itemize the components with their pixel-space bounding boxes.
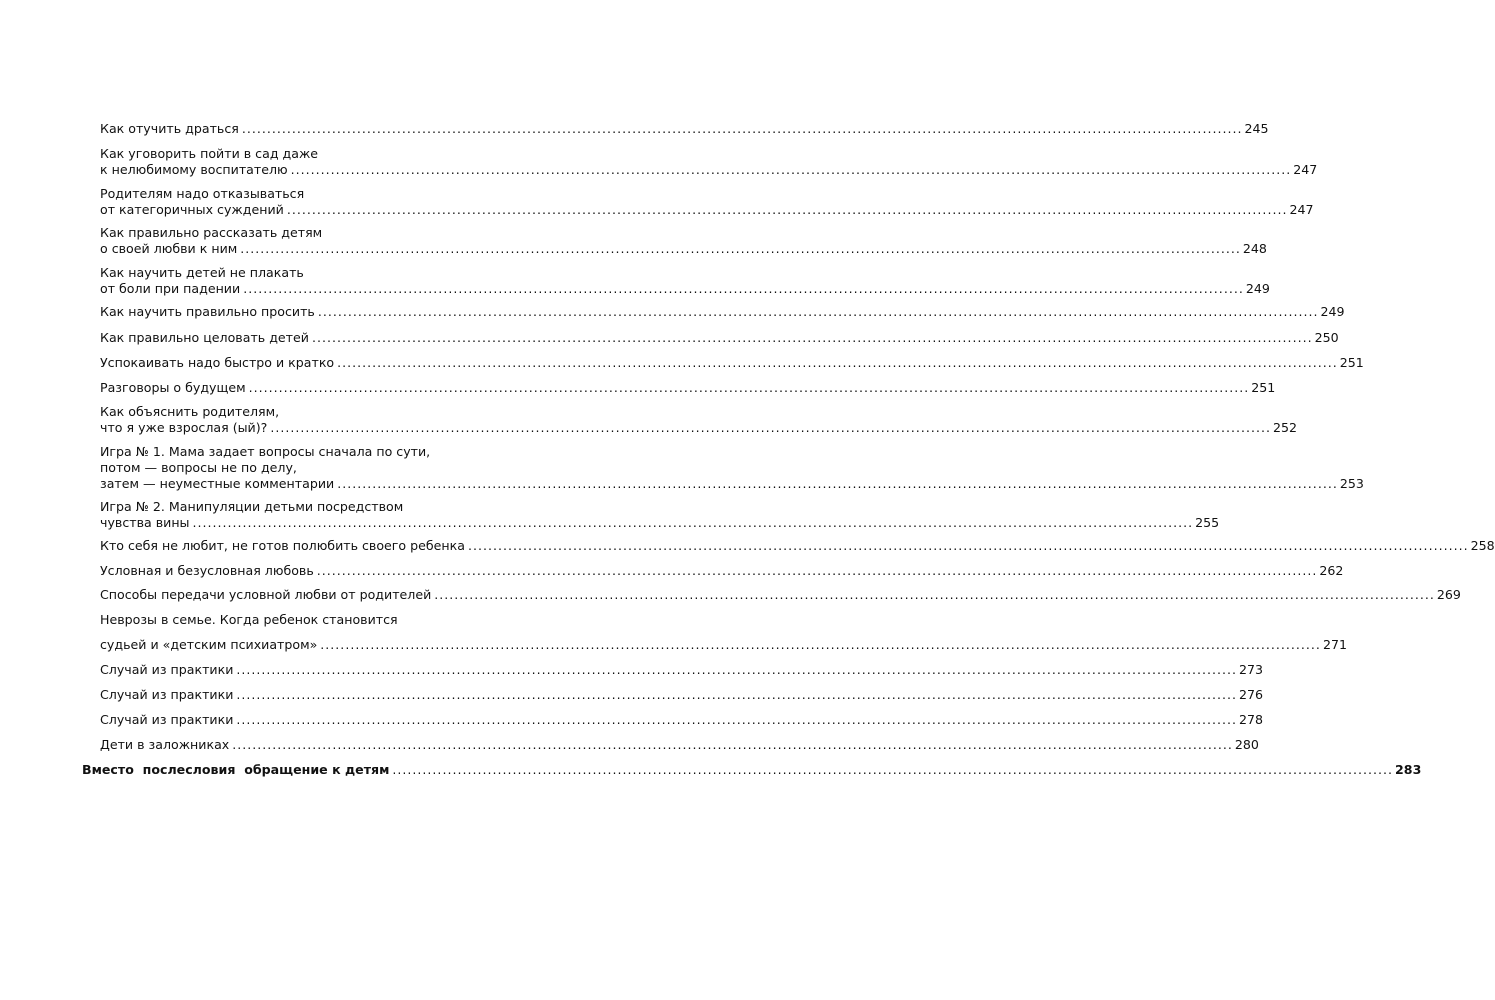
dot-leader: ........................................................................................................................................................................................................ xyxy=(236,662,1238,677)
toc-entry-title-line: Как правильно рассказать детям xyxy=(100,225,323,240)
toc-entry-title-line: от боли при падении xyxy=(100,281,241,296)
toc-entry xyxy=(100,737,1259,753)
toc-page-number: 248 xyxy=(1242,241,1267,256)
toc-entry-title-line: о своей любви к ним xyxy=(100,241,238,256)
toc-page-number: 262 xyxy=(1319,563,1344,578)
toc-entry-title: Условная и безусловная любовь xyxy=(100,563,314,578)
dot-leader: ........................................................................................................................................................................................................ xyxy=(236,687,1238,702)
toc-entry-title-line: Игра № 2. Манипуляции детьми посредством xyxy=(100,499,404,514)
toc-page-number: 245 xyxy=(1244,121,1269,136)
toc-entry xyxy=(100,662,1264,678)
toc-page-number: 253 xyxy=(1339,476,1364,491)
toc-page-number: 247 xyxy=(1289,202,1314,217)
toc-entry xyxy=(100,186,1314,218)
toc-entry-title-line: Как научить детей не плакать xyxy=(100,265,304,280)
toc-entry-title: Случай из практики xyxy=(100,712,234,727)
dot-leader: ........................................................................................................................................................................................................ xyxy=(316,563,1318,578)
toc-entry-title: судьей и «детским психиатром» xyxy=(100,637,318,652)
toc-entry xyxy=(100,444,1364,492)
toc-entry-title: Случай из практики xyxy=(100,687,234,702)
dot-leader: ........................................................................................................................................................................................................ xyxy=(243,281,1244,296)
toc-page-number: 276 xyxy=(1239,687,1264,702)
toc-page-number: 251 xyxy=(1251,380,1276,395)
toc-entry xyxy=(100,355,1364,371)
toc-entry xyxy=(100,225,1267,257)
toc-page-number: 278 xyxy=(1239,712,1264,727)
toc-entry-title-line: к нелюбимому воспитателю xyxy=(100,162,288,177)
toc-entry xyxy=(100,563,1344,579)
toc-entry-title: Кто себя не любит, не готов полюбить своего ребенка xyxy=(100,538,465,553)
toc-entry-top-level xyxy=(82,762,1422,778)
dot-leader: ........................................................................................................................................................................................................ xyxy=(311,330,1313,345)
toc-entry-title: Неврозы в семье. Когда ребенок становится xyxy=(100,612,398,627)
toc-entry-title: Успокаивать надо быстро и кратко xyxy=(100,355,335,370)
toc-entry xyxy=(100,712,1264,728)
toc-page-number: 249 xyxy=(1245,281,1270,296)
dot-leader: ........................................................................................................................................................................................................ xyxy=(337,355,1338,370)
toc-entry-title-line: что я уже взрослая (ый)? xyxy=(100,420,268,435)
toc-page-number: 258 xyxy=(1470,538,1495,553)
dot-leader: ........................................................................................................................................................................................................ xyxy=(232,737,1233,752)
dot-leader: ........................................................................................................................................................................................................ xyxy=(434,587,1435,602)
toc-page-number: 273 xyxy=(1239,662,1264,677)
toc-entry-title-line: потом — вопросы не по делу, xyxy=(100,460,297,475)
dot-leader: ........................................................................................................................................................................................................ xyxy=(392,762,1394,777)
dot-leader: ........................................................................................................................................................................................................ xyxy=(241,121,1243,136)
toc-entry xyxy=(100,687,1264,703)
dot-leader: ........................................................................................................................................................................................................ xyxy=(467,538,1469,553)
toc-page-number: 250 xyxy=(1314,330,1339,345)
toc-entry xyxy=(100,330,1339,346)
toc-entry xyxy=(100,637,1347,653)
toc-entry xyxy=(100,146,1318,178)
toc-page-number: 252 xyxy=(1272,420,1298,435)
toc-entry-title: Как научить правильно просить xyxy=(100,304,315,319)
toc-entry xyxy=(100,499,1220,531)
dot-leader: ........................................................................................................................................................................................................ xyxy=(248,380,1250,395)
toc-entry-title: Вместо послесловия обращение к детям xyxy=(82,762,390,777)
toc-entry-title: Как правильно целовать детей xyxy=(100,330,309,345)
dot-leader: ........................................................................................................................................................................................................ xyxy=(240,241,1241,256)
dot-leader: ........................................................................................................................................................................................................ xyxy=(290,162,1292,177)
toc-entry xyxy=(100,404,1298,436)
dot-leader: ........................................................................................................................................................................................................ xyxy=(270,420,1271,435)
toc-entry-title: Случай из практики xyxy=(100,662,234,677)
dot-leader: ........................................................................................................................................................................................................ xyxy=(320,637,1321,652)
toc-entry-title: Способы передачи условной любви от родителей xyxy=(100,587,432,602)
toc-entry xyxy=(100,587,1461,603)
toc-entry-title: Разговоры о будущем xyxy=(100,380,246,395)
dot-leader: ........................................................................................................................................................................................................ xyxy=(317,304,1319,319)
toc-entry xyxy=(100,304,1345,320)
toc-page-number: 280 xyxy=(1234,737,1259,752)
toc-entry-title-line: Родителям надо отказываться xyxy=(100,186,305,201)
toc-entry-title-line: чувства вины xyxy=(100,515,190,530)
toc-entry-title-line: Как объяснить родителям, xyxy=(100,404,280,419)
toc-entry-title: Дети в заложниках xyxy=(100,737,230,752)
toc-entry-title-line: от категоричных суждений xyxy=(100,202,284,217)
toc-page-number: 247 xyxy=(1293,162,1318,177)
toc-page-number: 251 xyxy=(1339,355,1364,370)
dot-leader: ........................................................................................................................................................................................................ xyxy=(286,202,1288,217)
toc-entry xyxy=(100,121,1269,137)
toc-entry-title-line: Как уговорить пойти в сад даже xyxy=(100,146,319,161)
toc-page-number: 271 xyxy=(1322,637,1347,652)
toc-entry-title-line: затем — неуместные комментарии xyxy=(100,476,335,491)
toc-entry xyxy=(100,380,1276,396)
dot-leader: ........................................................................................................................................................................................................ xyxy=(337,476,1338,491)
toc-entry xyxy=(100,612,534,628)
toc-page-number: 249 xyxy=(1320,304,1345,319)
toc-page-number: 283 xyxy=(1395,762,1422,777)
toc-entry-title: Как отучить драться xyxy=(100,121,239,136)
toc-entry xyxy=(100,538,1495,554)
toc-entry xyxy=(100,265,1270,297)
dot-leader: ........................................................................................................................................................................................................ xyxy=(236,712,1238,727)
toc-page-number: 269 xyxy=(1436,587,1461,602)
dot-leader: ........................................................................................................................................................................................................ xyxy=(192,515,1194,530)
toc-page-number: 255 xyxy=(1195,515,1220,530)
toc-entry-title-line: Игра № 1. Мама задает вопросы сначала по сути, xyxy=(100,444,431,459)
